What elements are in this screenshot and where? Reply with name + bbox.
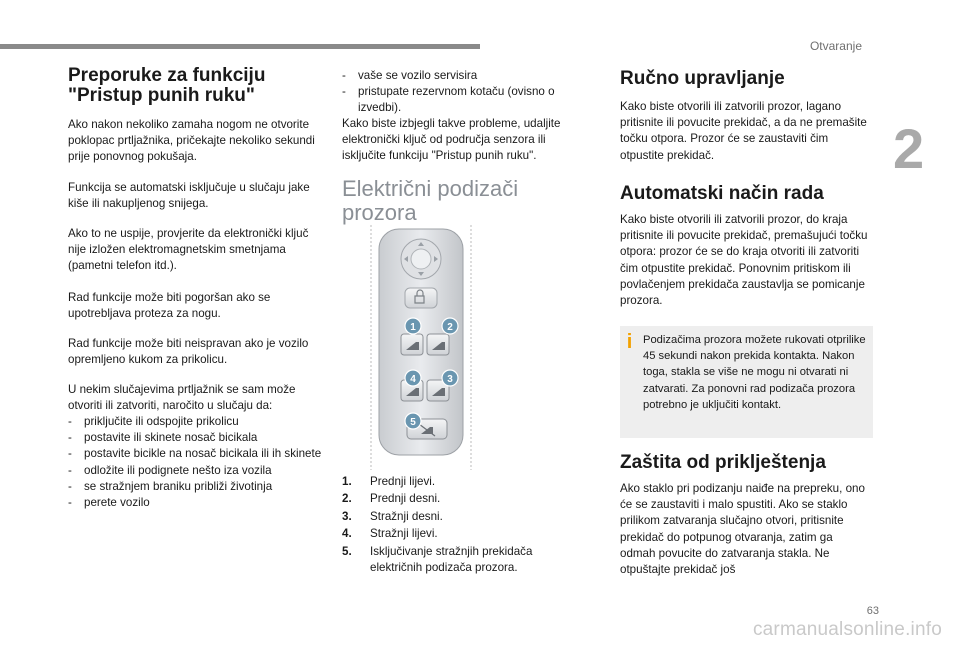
list-item: - perete vozilo — [68, 495, 324, 511]
paragraph: U nekim slučajevima prtljažnik se sam može otvoriti ili zatvoriti, naročito u slučaju da: — [68, 383, 296, 413]
figure-marker-3 — [442, 370, 458, 386]
paragraph: Ako staklo pri podizanju naiđe na prepreku, ono će se zaustaviti i malo spustiti. Ako se staklo prilikom zatvaranja slučajno otvori, pritisnite prekidač do potpunog otvaranja, zatim ga odmah povucite do zatvaranja stakla. Ne otpuštajte prekidač još — [620, 482, 865, 577]
list-item: - odložite ili podignete nešto iza vozila — [68, 463, 324, 479]
list-item: - pristupate rezervnom kotaču (ovisno o izvedbi). — [342, 84, 582, 116]
paragraph: Ako nakon nekoliko zamaha nogom ne otvorite poklopac prtljažnika, pričekajte nekoliko sekundi prije ponovnog pokušaja. — [68, 118, 315, 164]
window-switch-panel-illustration — [369, 225, 473, 470]
list-item: 2. Prednji desni. — [342, 492, 441, 506]
paragraph: Kako biste otvorili ili zatvorili prozor, do kraja pritisnite ili povucite prekidač, premašujući točku otpora: prozor će se do kraja otvoriti ili zatvoriti čim otpustite prekidač. Ponovnim pritiskom ili povlačenjem prekidača zaustavlja se pomicanje prozora. — [620, 213, 868, 308]
dash-list — [68, 414, 324, 511]
figure-marker-2 — [442, 318, 458, 334]
list-item: - vaše se vozilo servisira — [342, 68, 582, 84]
svg-text:5: 5 — [410, 417, 416, 428]
page-number: 63 — [866, 605, 879, 617]
svg-text:1: 1 — [410, 322, 416, 333]
figure-marker-5 — [405, 413, 421, 429]
figure-marker-1 — [405, 318, 421, 334]
svg-text:2: 2 — [447, 322, 453, 333]
watermark: carmanualsonline.info — [752, 619, 942, 640]
list-item: 3. Stražnji desni. — [342, 509, 443, 523]
section-heading-hands-free: Preporuke za funkciju "Pristup punih ruku" — [68, 65, 266, 106]
window-switch-front-left — [401, 334, 423, 355]
chapter-number: 2 — [893, 117, 925, 180]
list-item: - postavite ili skinete nosač bicikala — [68, 430, 324, 446]
info-note — [620, 326, 873, 438]
list-item: 5. Isključivanje stražnjih prekidača električnih podizača prozora. — [342, 544, 533, 574]
paragraph: Ako to ne uspije, provjerite da elektronički ključ nije izložen elektromagnetskim smetnjama (pametni telefon itd.). — [68, 227, 309, 273]
section-title: Otvaranje — [809, 39, 862, 53]
door-lock-button-icon — [405, 288, 437, 308]
paragraph: Funkcija se automatski isključuje u slučaju jake kiše ili nakupljenog snijega. — [68, 181, 310, 211]
info-icon: i — [626, 331, 633, 353]
header-rule — [0, 44, 480, 49]
info-note-text: Podizačima prozora možete rukovati otprilike 45 sekundi nakon prekida kontakta. Nakon toga, stakla se više ne mogu ni otvarati ni zatvarati. Za ponovni rad podizača prozora potrebno je uključiti kontakt. — [643, 334, 866, 411]
paragraph: Rad funkcije može biti pogoršan ako se upotrebljava proteza za nogu. — [68, 291, 271, 321]
section-heading-manual: Ručno upravljanje — [620, 68, 785, 89]
dash-list — [342, 68, 582, 117]
section-heading-power-windows: Električni podizači prozora — [342, 176, 519, 225]
svg-text:4: 4 — [410, 374, 416, 385]
list-item: - se stražnjem braniku približi životinja — [68, 479, 324, 495]
svg-text:3: 3 — [447, 374, 453, 385]
section-heading-anti-pinch: Zaštita od priklještenja — [620, 452, 826, 473]
numbered-list — [342, 474, 582, 577]
window-switch-front-right — [427, 334, 449, 355]
paragraph: Kako biste otvorili ili zatvorili prozor, lagano pritisnite ili povucite prekidač, a da ne premašite točku otpora. Prozor će se zaustaviti čim otpustite prekidač. — [620, 100, 867, 162]
list-item: 4. Stražnji lijevi. — [342, 527, 438, 541]
figure-marker-4 — [405, 370, 421, 386]
paragraph: Kako biste izbjegli takve probleme, udaljite elektronički ključ od područja senzora ili isključite funkciju "Pristup punih ruku". — [342, 117, 561, 163]
paragraph: Rad funkcije može biti neispravan ako je vozilo opremljeno kukom za prikolicu. — [68, 337, 309, 367]
list-item: - priključite ili odspojite prikolicu — [68, 414, 324, 430]
section-heading-auto: Automatski način rada — [620, 183, 824, 204]
list-item: 1. Prednji lijevi. — [342, 475, 436, 488]
list-item: - postavite bicikle na nosač bicikala ili ih skinete — [68, 446, 324, 462]
